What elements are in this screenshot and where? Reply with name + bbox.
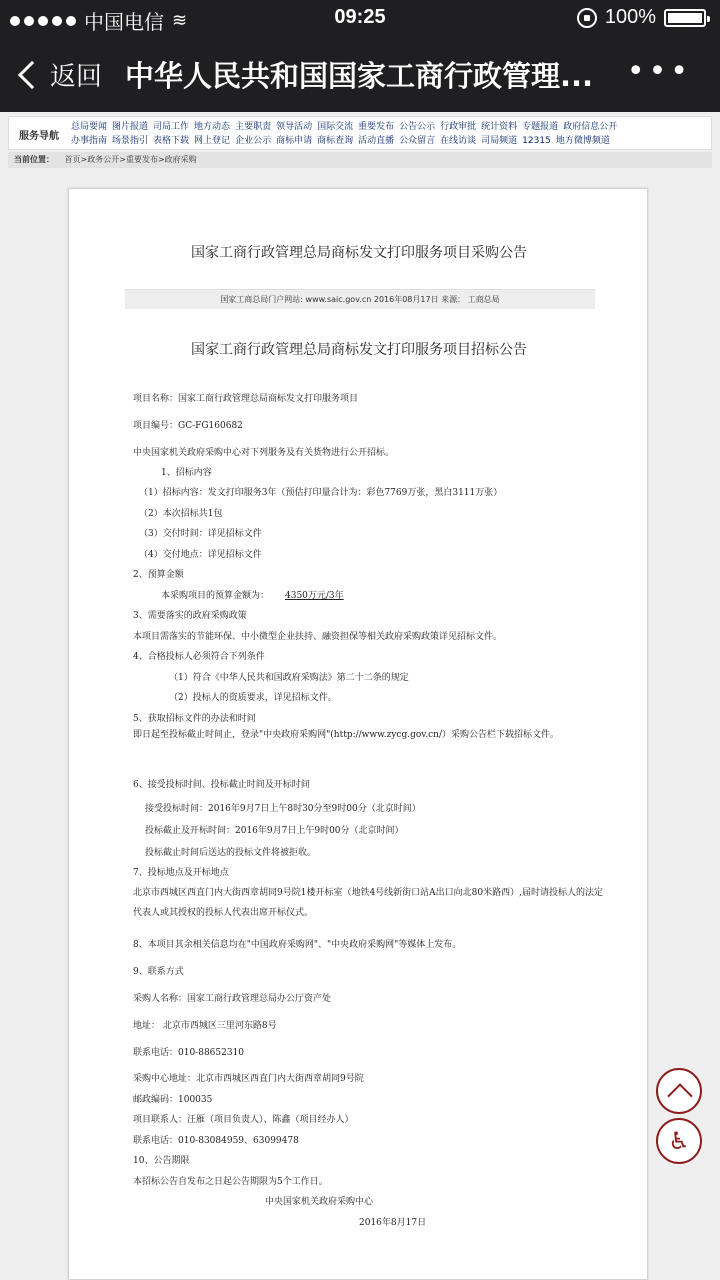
doc-line: （1）招标内容：发文打印服务3年（预估打印量合计为：彩色7769万张，黑白3111万张） [139, 488, 503, 498]
doc-line: 北京市西城区西直门内大街西章胡同9号院1楼开标室（地铁4号线新街口站A出口向北80米路西）,届时请投标人的法定代表人或其授权的投标人代表出席开标仪式。 [133, 888, 603, 918]
status-right [577, 6, 706, 29]
doc-line: 项目编号：GC-FG160682 [133, 421, 243, 431]
breadcrumb-label: 当前位置： [14, 155, 54, 164]
doc-line: 10、公告期限 [133, 1156, 190, 1166]
doc-line: （3）交付时间：详见招标文件 [139, 529, 262, 539]
service-link[interactable]: 12315 [522, 136, 551, 146]
service-link[interactable]: 场景指引 [112, 136, 149, 146]
document-heading: 国家工商行政管理总局商标发文打印服务项目招标公告 [191, 342, 527, 358]
service-nav-label: 服务导航 [19, 131, 59, 142]
service-nav-row-1 [71, 120, 711, 134]
doc-line: 6、接受投标时间、投标截止时间及开标时间 [133, 780, 310, 790]
doc-line: 本项目需落实的节能环保、中小微型企业扶持、融资担保等相关政府采购政策详见招标文件。 [133, 632, 503, 642]
service-link[interactable]: 行政审批 [440, 122, 477, 132]
doc-line: 4、合格投标人必须符合下列条件 [133, 652, 265, 662]
doc-date: 2016年8月17日 [359, 1218, 427, 1228]
service-link[interactable]: 企业公示 [235, 136, 272, 146]
service-link[interactable]: 地方微博频道 [555, 136, 610, 146]
web-content [0, 112, 720, 1280]
service-link[interactable]: 主要职责 [235, 122, 272, 132]
service-link[interactable]: 网上登记 [194, 136, 231, 146]
carrier-name: 中国电信 [84, 12, 164, 34]
service-link[interactable]: 领导活动 [276, 122, 313, 132]
doc-line: 9、联系方式 [133, 967, 184, 977]
doc-line: 地址： 北京市西城区三里河东路8号 [133, 1021, 277, 1031]
nav-title: 中华人民共和国国家工商行政管理... [125, 59, 594, 93]
accessibility-button[interactable] [656, 1118, 702, 1164]
service-nav-links [71, 120, 711, 148]
doc-line: 投标截止时间后送达的投标文件将被拒收。 [145, 848, 317, 858]
wifi-icon: ≋ [172, 10, 188, 30]
status-bar [0, 0, 720, 38]
doc-line: 8、本项目其余相关信息均在"中国政府采购网"、"中央政府采购网"等媒体上发布。 [133, 940, 462, 950]
service-link[interactable]: 国际交流 [317, 122, 354, 132]
rotation-lock-icon [577, 8, 597, 28]
service-link[interactable]: 统计资料 [481, 122, 518, 132]
doc-signer: 中央国家机关政府采购中心 [265, 1197, 374, 1207]
document-title: 国家工商行政管理总局商标发文打印服务项目采购公告 [191, 245, 527, 261]
clock: 09:25 [334, 6, 386, 28]
service-link[interactable]: 政府信息公开 [563, 122, 618, 132]
scroll-top-button[interactable] [656, 1068, 702, 1114]
service-link[interactable]: 专题报道 [522, 122, 559, 132]
service-nav [8, 116, 712, 150]
service-nav-row-2 [71, 134, 711, 148]
battery-percent: 100% [604, 6, 656, 28]
nav-bar [0, 38, 720, 112]
breadcrumb [8, 152, 712, 168]
chevron-left-icon [18, 60, 46, 88]
budget-amount: 4350万元/3年 [285, 591, 344, 601]
doc-line: 2、预算金额 [133, 570, 184, 580]
doc-line: （2）本次招标共1包 [139, 509, 223, 519]
service-link[interactable]: 地方动态 [194, 122, 231, 132]
service-link[interactable]: 公众留言 [399, 136, 436, 146]
document-source: 国家工商总局门户网站: www.saic.gov.cn 2016年08月17日 来源： 工商总局 [125, 289, 595, 309]
doc-line: 投标截止及开标时间：2016年9月7日上午9时00分（北京时间） [145, 826, 404, 836]
service-link[interactable]: 公告公示 [399, 122, 436, 132]
service-link[interactable]: 商标申请 [276, 136, 313, 146]
doc-line: 邮政编码：100035 [133, 1095, 213, 1105]
service-link[interactable]: 图片报道 [112, 122, 149, 132]
doc-line: 项目联系人：汪雁（项目负责人）、陈鑫（项目经办人） [133, 1115, 354, 1125]
service-link[interactable]: 司局工作 [153, 122, 190, 132]
doc-line: 7、投标地点及开标地点 [133, 868, 229, 878]
doc-line: 中央国家机关政府采购中心对下列服务及有关货物进行公开招标。 [133, 448, 395, 458]
doc-line: 项目名称：国家工商行政管理总局商标发文打印服务项目 [133, 394, 359, 404]
doc-line: （2）投标人的资质要求，详见招标文件。 [169, 693, 337, 703]
doc-line: 5、获取招标文件的办法和时间 [133, 714, 256, 724]
service-link[interactable]: 司局频道 [481, 136, 518, 146]
doc-line: 即日起至投标截止时间止，登录"中央政府采购网"(http://www.zycg.gov.cn/）采购公告栏下载招标文件。 [133, 730, 559, 740]
service-link[interactable]: 办事指南 [71, 136, 108, 146]
doc-line: 接受投标时间：2016年9月7日上午8时30分至9时00分（北京时间） [145, 804, 421, 814]
service-link[interactable]: 活动直播 [358, 136, 395, 146]
more-menu-button[interactable]: ••• [626, 54, 692, 89]
doc-line: （1）符合《中华人民共和国政府采购法》第二十二条的规定 [169, 673, 409, 683]
service-link[interactable]: 总局要闻 [71, 122, 108, 132]
doc-line: 1、招标内容 [161, 468, 212, 478]
wheelchair-icon: ♿ [668, 1127, 690, 1155]
service-link[interactable]: 重要发布 [358, 122, 395, 132]
doc-line: 采购人名称：国家工商行政管理总局办公厅资产处 [133, 994, 332, 1004]
service-link[interactable]: 在线访谈 [440, 136, 477, 146]
doc-line: 采购中心地址：北京市西城区西直门内大街西章胡同9号院 [133, 1074, 364, 1084]
document-page [68, 188, 648, 1280]
back-label: 返回 [50, 61, 103, 91]
doc-line: （4）交付地点：详见招标文件 [139, 550, 262, 560]
doc-line: 联系电话：010-83084959、63099478 [133, 1136, 299, 1146]
back-button[interactable] [22, 56, 102, 93]
doc-line: 本招标公告自发布之日起公告期限为5个工作日。 [133, 1177, 328, 1187]
service-link[interactable]: 商标查询 [317, 136, 354, 146]
doc-line: 本采购项目的预算金额为： [161, 591, 270, 601]
breadcrumb-path[interactable]: 首页>政务公开>重要发布>政府采购 [64, 155, 197, 164]
doc-line: 3、需要落实的政府采购政策 [133, 611, 247, 621]
battery-icon [664, 9, 706, 27]
doc-line: 联系电话：010-88652310 [133, 1048, 245, 1058]
service-link[interactable]: 表格下载 [153, 136, 190, 146]
